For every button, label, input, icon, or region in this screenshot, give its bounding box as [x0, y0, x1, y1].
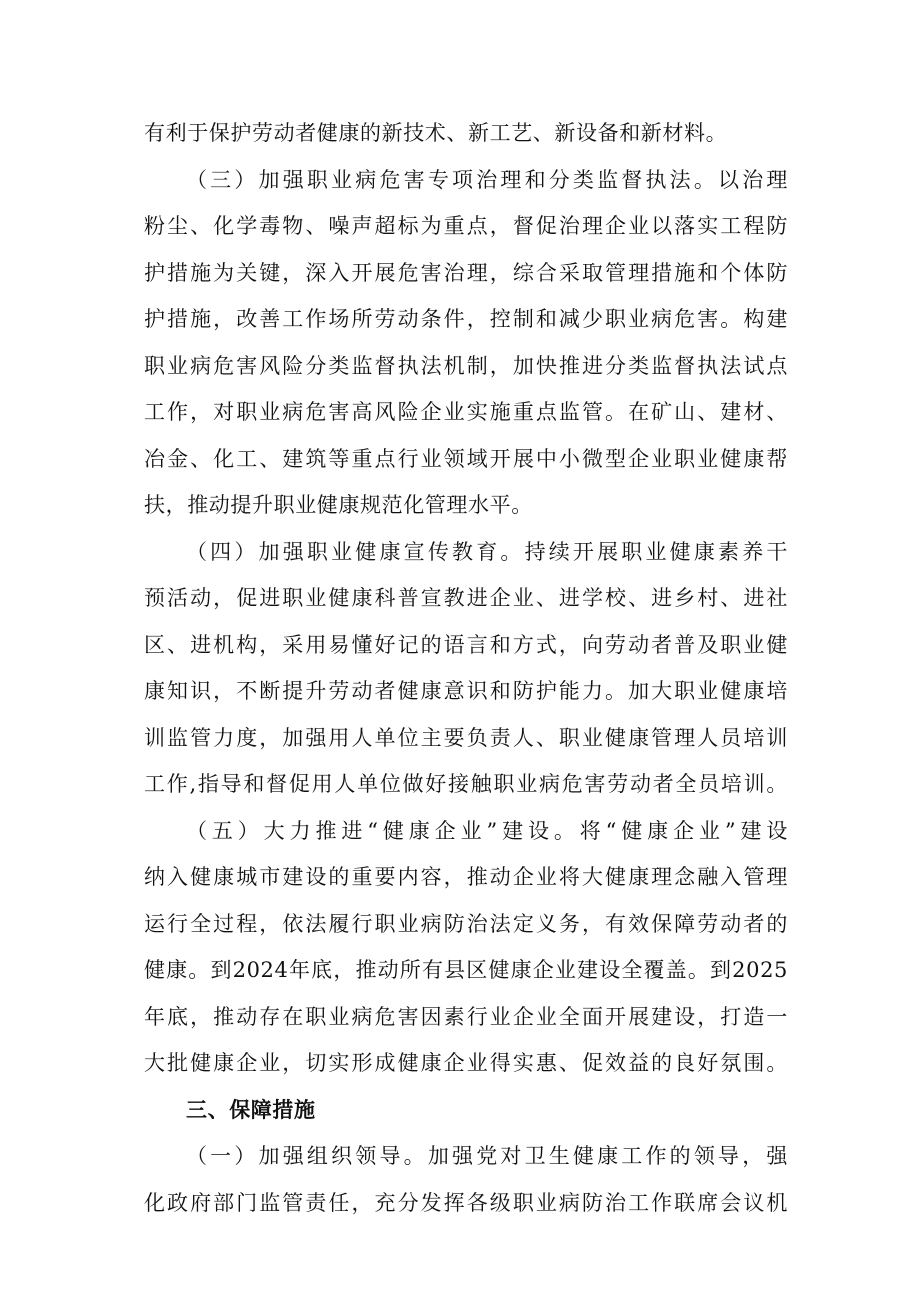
text-line: 区、进机构，采用易懂好记的语言和方式，向劳动者普及职业健: [144, 632, 788, 657]
text-line: （三）加强职业病危害专项治理和分类监督执法。以治理: [186, 167, 788, 192]
text-line: 护措施为关键，深入开展危害治理，综合采取管理措施和个体防: [144, 260, 788, 285]
text-line: 康知识，不断提升劳动者健康意识和防护能力。加大职业健康培: [144, 679, 788, 703]
text-line: 冶金、化工、建筑等重点行业领域开展中小微型企业职业健康帮: [144, 446, 788, 471]
text-line: 有利于保护劳动者健康的新技术、新工艺、新设备和新材料。: [144, 121, 728, 145]
section-heading: 三、保障措施: [186, 1097, 316, 1122]
paragraph-health-education: [144, 529, 788, 808]
text-line: 扶，推动提升职业健康规范化管理水平。: [144, 493, 533, 517]
paragraph-special-governance: [144, 157, 788, 529]
text-line: （五）大力推进“健康企业”建设。将“健康企业”建设: [186, 818, 788, 843]
text-line: （四）加强职业健康宣传教育。持续开展职业健康素养干: [186, 539, 788, 564]
text-line: （一）加强组织领导。加强党对卫生健康工作的领导，强: [186, 1144, 788, 1168]
text-line: 预活动，促进职业健康科普宣教进企业、进学校、进乡村、进社: [144, 586, 788, 610]
paragraph-healthy-enterprise: [144, 808, 788, 1087]
text-line: 健康。到2024年底，推动所有县区健康企业建设全覆盖。到2025: [144, 958, 788, 982]
text-line: 纳入健康城市建设的重要内容，推动企业将大健康理念融入管理: [144, 865, 788, 889]
text-line: 职业病危害风险分类监督执法机制，加快推进分类监督执法试点: [144, 353, 788, 378]
document-body: [144, 110, 788, 1226]
text-line: 化政府部门监管责任，充分发挥各级职业病防治工作联席会议机: [144, 1190, 788, 1215]
text-line: 工作，对职业病危害高风险企业实施重点监管。在矿山、建材、: [144, 400, 788, 424]
text-line: 粉尘、化学毒物、噪声超标为重点，督促治理企业以落实工程防: [144, 214, 788, 238]
text-line: 运行全过程，依法履行职业病防治法定义务，有效保障劳动者的: [144, 911, 788, 936]
text-line: 大批健康企业，切实形成健康企业得实惠、促效益的良好氛围。: [144, 1051, 788, 1075]
text-line: 护措施，改善工作场所劳动条件，控制和减少职业病危害。构建: [144, 307, 788, 331]
paragraph-organization-leadership: [144, 1133, 788, 1226]
text-line: 训监管力度，加强用人单位主要负责人、职业健康管理人员培训: [144, 725, 788, 750]
text-line: 工作,指导和督促用人单位做好接触职业病危害劳动者全员培训。: [144, 772, 788, 796]
text-line: 年底，推动存在职业病危害因素行业企业全面开展建设，打造一: [144, 1004, 788, 1029]
